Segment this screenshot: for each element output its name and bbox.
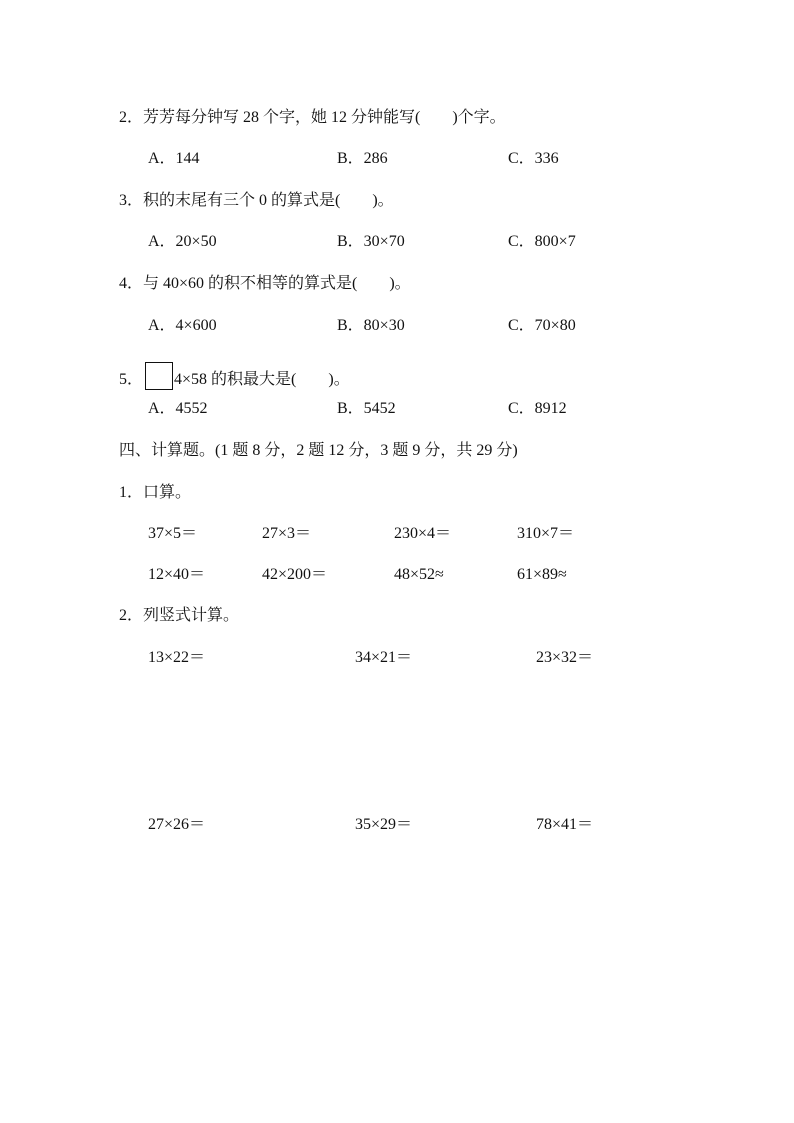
question-5-text xyxy=(119,362,350,390)
vertical-calc-item: 13×22＝ xyxy=(148,649,206,666)
q3-option-b: B．30×70 xyxy=(337,233,405,250)
part-1-label: 1．口算。 xyxy=(119,484,192,501)
vertical-calc-item: 34×21＝ xyxy=(355,649,413,666)
q3-option-a: A．20×50 xyxy=(148,233,217,250)
q5-option-c: C．8912 xyxy=(508,400,567,417)
digit-blank-box xyxy=(145,362,173,390)
oral-calc-item: 310×7＝ xyxy=(517,525,575,542)
q4-option-b: B．80×30 xyxy=(337,317,405,334)
oral-calc-item: 61×89≈ xyxy=(517,566,567,583)
q2-option-c: C．336 xyxy=(508,150,559,167)
oral-calc-item: 48×52≈ xyxy=(394,566,444,583)
q2-option-b: B．286 xyxy=(337,150,388,167)
question-5-stem: 4×58 的积最大是( )。 xyxy=(174,371,350,388)
question-5-number: 5． xyxy=(119,371,144,388)
oral-calc-item: 37×5＝ xyxy=(148,525,198,542)
q4-option-c: C．70×80 xyxy=(508,317,576,334)
question-4-text: 4．与 40×60 的积不相等的算式是( )。 xyxy=(119,275,411,292)
q2-option-a: A．144 xyxy=(148,150,200,167)
vertical-calc-item: 35×29＝ xyxy=(355,816,413,833)
oral-calc-item: 12×40＝ xyxy=(148,566,206,583)
section-4-title: 四、计算题。(1 题 8 分，2 题 12 分，3 题 9 分，共 29 分) xyxy=(119,442,518,459)
q5-option-b: B．5452 xyxy=(337,400,396,417)
vertical-calc-item: 78×41＝ xyxy=(536,816,594,833)
oral-calc-item: 42×200＝ xyxy=(262,566,328,583)
question-3-text: 3．积的末尾有三个 0 的算式是( )。 xyxy=(119,192,394,209)
vertical-calc-item: 27×26＝ xyxy=(148,816,206,833)
vertical-calc-item: 23×32＝ xyxy=(536,649,594,666)
oral-calc-item: 230×4＝ xyxy=(394,525,452,542)
question-2-text: 2．芳芳每分钟写 28 个字，她 12 分钟能写( )个字。 xyxy=(119,109,506,126)
q4-option-a: A．4×600 xyxy=(148,317,217,334)
part-2-label: 2．列竖式计算。 xyxy=(119,607,240,624)
q5-option-a: A．4552 xyxy=(148,400,208,417)
q3-option-c: C．800×7 xyxy=(508,233,576,250)
oral-calc-item: 27×3＝ xyxy=(262,525,312,542)
